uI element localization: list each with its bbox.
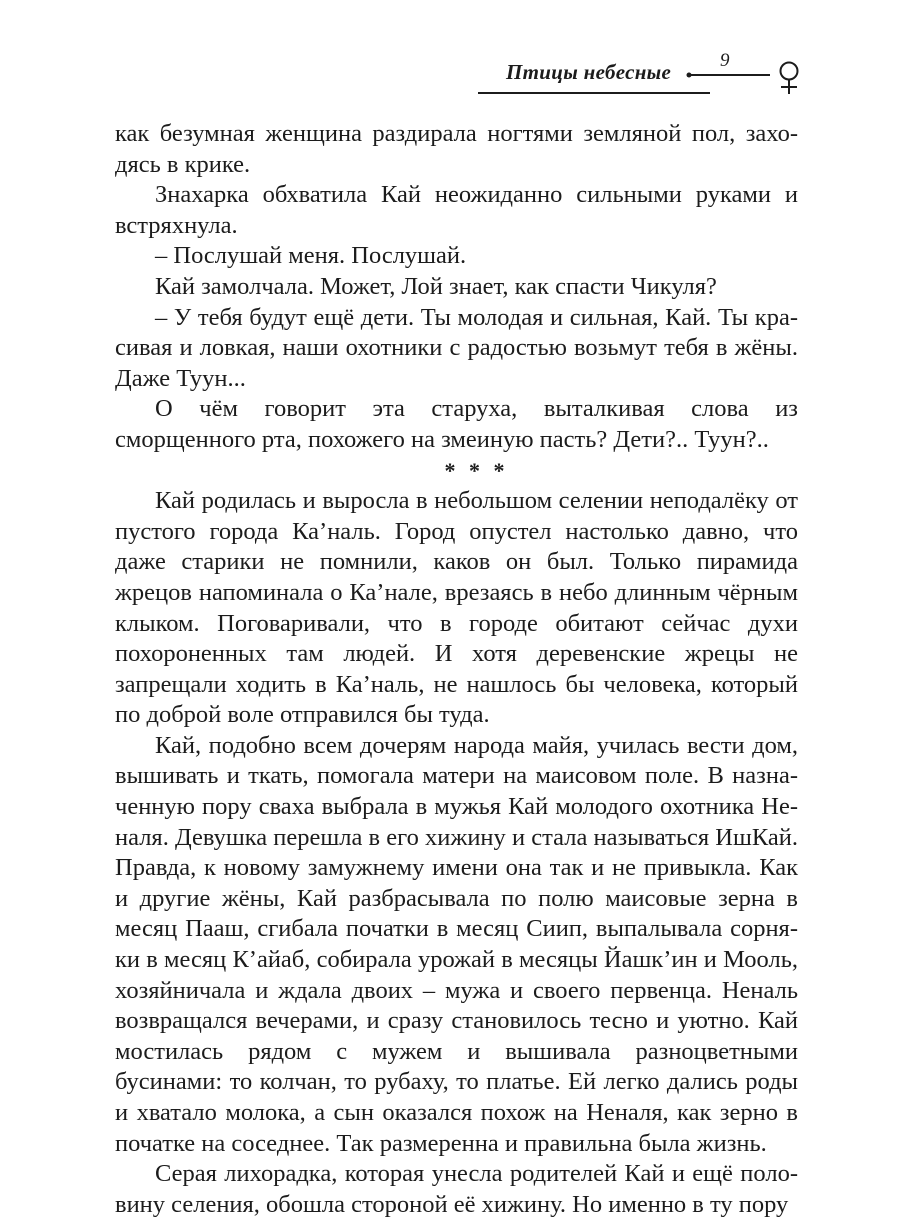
paragraph: Кай, подобно всем дочерям народа майя, училась вести дом, вышивать и ткать, помогала матери на маисовом поле. В назначенную пору сваха выбрала в мужья Кай молодого охотника Неналя. Девушка перешла в его хижину и стала называться ИшКай. Правда, к новому замужнему имени она так и не привыкла. Как и другие жёны, Кай разбрасывала по полю маисовые зерна в месяц Пааш, сгибала початки в месяц Сиип, выпалывала сорняки в месяц К’айаб, собирала урожай в месяцы Йашк’ин и Мооль, хозяйничала и ждала двоих – мужа и своего первенца. Неналь возвращался вечерами, и сразу становилось тесно и уютно. Кай мостилась рядом с мужем и вышивала разноцветными бусинами: то колчан, то рубаху, то платье. Ей легко дались роды и хватало молока, а сын оказался похож на Неналя, как зерно в початке на соседнее. Так размеренна и правильна была жизнь. <box>115 731 798 1157</box>
paragraph: Кай замолчала. Может, Лой знает, как спасти Чикуля? <box>155 272 717 300</box>
paragraph: Кай родилась и выросла в небольшом селении неподалёку от пустого города Ка’наль. Город опустел настолько давно, что даже старики не помнили, каков он был. Только пирамида жрецов напоминала о Ка’нале, врезаясь в небо длинным чёрным клыком. Поговаривали, что в городе обитают сейчас духи похороненных там людей. И хотя деревенские жрецы не запрещали ходить в Ка’наль, не нашлось бы человека, который по доброй воле отправился бы туда. <box>115 487 798 729</box>
section-separator: * * * <box>444 457 509 483</box>
paragraph: Знахарка обхватила Кай неожиданно сильными руками и встряхнула. <box>115 181 798 239</box>
paragraph: как безумная женщина раздирала ногтями земляной пол, заходясь в крике. <box>115 120 798 178</box>
paragraph: О чём говорит эта старуха, выталкивая слова из сморщенного рта, похожего на змеиную пасть? Дети?.. Туун?.. <box>115 395 798 453</box>
page-header <box>0 0 900 110</box>
page-number: 9 <box>720 50 730 71</box>
paragraph: Серая лихорадка, которая унесла родителей Кай и ещё половину селения, обошла стороной её хижину. Но именно в ту пору <box>115 1160 798 1218</box>
paragraph: – У тебя будут ещё дети. Ты молодая и сильная, Кай. Ты красивая и ловкая, наши охотники с радостью возьмут тебя в жёны. Даже Туун... <box>115 303 798 392</box>
female-symbol-icon <box>686 60 812 96</box>
body-text <box>115 119 798 1220</box>
header-underline <box>478 92 710 94</box>
paragraph: – Послушай меня. Послушай. <box>155 242 467 270</box>
running-title: Птицы небесные <box>506 60 672 84</box>
